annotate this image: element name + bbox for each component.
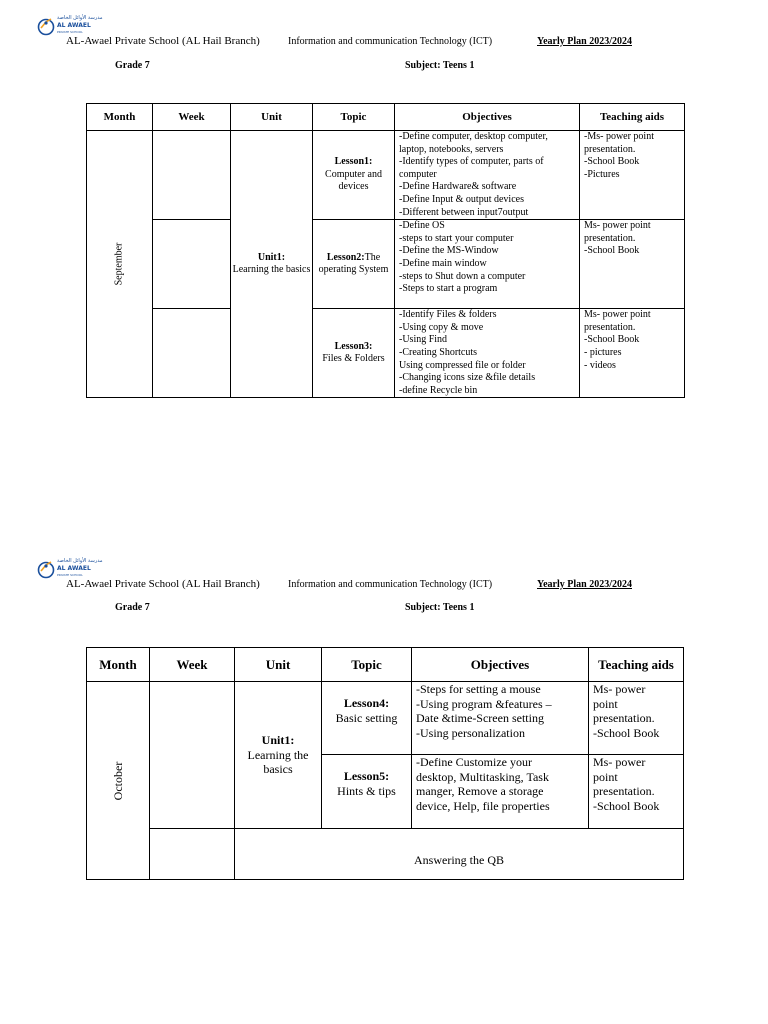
objective-line: Date &time-Screen setting	[416, 711, 544, 725]
logo-arabic-text: مدرسة الأوائل الخاصة	[57, 558, 103, 564]
week-cell	[153, 309, 231, 398]
objectives-cell	[395, 131, 580, 220]
table-row	[87, 829, 684, 880]
col-teaching-aids: Teaching aids	[589, 648, 684, 682]
topic-cell	[322, 682, 412, 755]
objective-line: -Using Find	[399, 334, 448, 346]
col-unit: Unit	[231, 104, 313, 131]
col-objectives: Objectives	[395, 104, 580, 131]
objectives-cell	[395, 309, 580, 398]
aid-line: -School Book	[584, 334, 640, 346]
topic-title: Lesson2:	[326, 251, 365, 263]
objective-line: -Using personalization	[416, 725, 525, 740]
objective-line: -Define Hardware& software	[399, 181, 517, 193]
aid-line: -School Book	[593, 798, 660, 813]
objective-line: -Steps to start a program	[399, 283, 498, 295]
month-cell	[87, 682, 150, 880]
logo-brand-text: AL AWAEL	[57, 22, 91, 29]
col-topic: Topic	[322, 648, 412, 682]
aid-line: - pictures	[584, 346, 622, 358]
qb-label: Answering the QB	[414, 852, 504, 867]
school-name: AL-Awael Private School (AL Hail Branch)	[66, 578, 260, 590]
unit-title: Unit1:	[257, 251, 286, 263]
yearly-plan: Yearly Plan 2023/2024	[537, 579, 632, 590]
unit-title: Unit1:	[261, 733, 295, 748]
objective-line: -steps to start your computer	[399, 232, 514, 244]
topic-title: Lesson5:	[343, 769, 390, 783]
unit-cell	[235, 682, 322, 829]
aid-line: presentation.	[584, 232, 636, 244]
aid-line: Ms- power point	[584, 309, 651, 321]
subject-label: Subject: Teens 1	[405, 602, 475, 613]
objective-line: -Identify types of computer, parts of	[399, 156, 544, 168]
col-week: Week	[150, 648, 235, 682]
objective-line: -Define Customize your	[416, 755, 532, 769]
objective-line: -Using program &features –	[416, 696, 552, 711]
table-row	[87, 682, 684, 755]
aid-line: presentation.	[584, 143, 636, 155]
objective-line: Using compressed file or folder	[399, 359, 526, 371]
aid-line: -Pictures	[584, 168, 620, 180]
objective-line: computer	[399, 168, 437, 180]
plan-table-september	[86, 103, 685, 398]
unit-name: Learning the basics	[247, 747, 309, 777]
objective-line: -Different between input7output	[399, 206, 529, 218]
topic-title: Lesson3:	[334, 340, 373, 352]
unit-cell	[231, 131, 313, 398]
objective-line: -Define the MS-Window	[399, 245, 499, 257]
objective-line: -Creating Shortcuts	[399, 346, 478, 358]
objective-line: -Define main window	[399, 257, 487, 269]
topic-name: The operating System	[318, 251, 389, 276]
col-month: Month	[87, 648, 150, 682]
table-row	[87, 131, 685, 220]
topic-name: Hints & tips	[337, 783, 396, 798]
teaching-aids-cell	[580, 309, 685, 398]
grade-label: Grade 7	[115, 60, 150, 71]
objective-line: desktop, Multitasking, Task	[416, 769, 549, 784]
unit-name: Learning the basics	[232, 264, 311, 276]
aid-line: Ms- power point	[584, 220, 651, 232]
subject-full: Information and communication Technology (ICT)	[288, 36, 493, 47]
topic-name: Basic setting	[335, 710, 398, 725]
aid-line: - videos	[584, 359, 616, 371]
teaching-aids-cell	[580, 220, 685, 309]
objectives-cell	[412, 755, 589, 829]
aid-line: point	[593, 696, 618, 711]
aid-line: -School Book	[593, 725, 660, 740]
objective-line: -steps to Shut down a computer	[399, 270, 526, 282]
objective-line: -Define OS	[399, 220, 445, 232]
logo-arabic-text: مدرسة الأوائل الخاصة	[57, 15, 103, 21]
aid-line: -School Book	[584, 156, 640, 168]
week-cell	[153, 220, 231, 309]
table-row	[87, 309, 685, 398]
col-unit: Unit	[235, 648, 322, 682]
table-header-row	[87, 648, 684, 682]
col-month: Month	[87, 104, 153, 131]
month-label: September	[113, 242, 125, 286]
logo-brand-sub: PRIVATE SCHOOL	[57, 573, 83, 577]
objective-line: manger, Remove a storage	[416, 784, 544, 798]
aid-line: point	[593, 769, 618, 784]
school-logo-icon	[37, 16, 55, 36]
week-cell	[150, 829, 235, 880]
teaching-aids-cell	[580, 131, 685, 220]
objective-line: -Using copy & move	[399, 321, 484, 333]
aid-line: Ms- power	[593, 682, 646, 696]
grade-label: Grade 7	[115, 602, 150, 613]
topic-name: Computer and devices	[325, 168, 382, 193]
teaching-aids-cell	[589, 755, 684, 829]
qb-cell	[235, 829, 684, 880]
col-topic: Topic	[313, 104, 395, 131]
logo-brand-text: AL AWAEL	[57, 565, 91, 572]
topic-name: Files & Folders	[322, 353, 385, 365]
objectives-cell	[412, 682, 589, 755]
subject-label: Subject: Teens 1	[405, 60, 475, 71]
objective-line: laptop, notebooks, servers	[399, 143, 504, 155]
topic-title: Lesson1:	[334, 156, 373, 168]
objective-line: device, Help, file properties	[416, 798, 550, 813]
aid-line: presentation.	[593, 711, 655, 725]
school-logo-icon	[37, 559, 55, 579]
topic-title: Lesson4:	[343, 696, 390, 710]
week-cell	[153, 131, 231, 220]
aid-line: -Ms- power point	[584, 131, 654, 142]
topic-cell	[313, 131, 395, 220]
objective-line: -Identify Files & folders	[399, 309, 497, 321]
objective-line: -Define computer, desktop computer,	[399, 131, 548, 142]
month-cell	[87, 131, 153, 398]
logo-brand-sub: PRIVATE SCHOOL	[57, 30, 83, 34]
school-name: AL-Awael Private School (AL Hail Branch)	[66, 35, 260, 47]
col-objectives: Objectives	[412, 648, 589, 682]
objectives-cell	[395, 220, 580, 309]
aid-line: presentation.	[593, 784, 655, 798]
objective-line: -Define Input & output devices	[399, 193, 524, 205]
table-header-row	[87, 104, 685, 131]
aid-line: Ms- power	[593, 755, 646, 769]
col-week: Week	[153, 104, 231, 131]
objective-line: -Changing icons size &file details	[399, 372, 536, 384]
topic-cell	[313, 220, 395, 309]
topic-cell	[322, 755, 412, 829]
objective-line: -Steps for setting a mouse	[416, 682, 541, 696]
plan-table-october	[86, 647, 684, 880]
aid-line: -School Book	[584, 245, 640, 257]
table-row	[87, 220, 685, 309]
objective-line: -define Recycle bin	[399, 384, 478, 396]
topic-cell	[313, 309, 395, 398]
yearly-plan: Yearly Plan 2023/2024	[537, 36, 632, 47]
month-label: October	[110, 761, 125, 800]
subject-full: Information and communication Technology (ICT)	[288, 579, 493, 590]
aid-line: presentation.	[584, 321, 636, 333]
col-teaching-aids: Teaching aids	[580, 104, 685, 131]
teaching-aids-cell	[589, 682, 684, 755]
week-cell	[150, 682, 235, 829]
